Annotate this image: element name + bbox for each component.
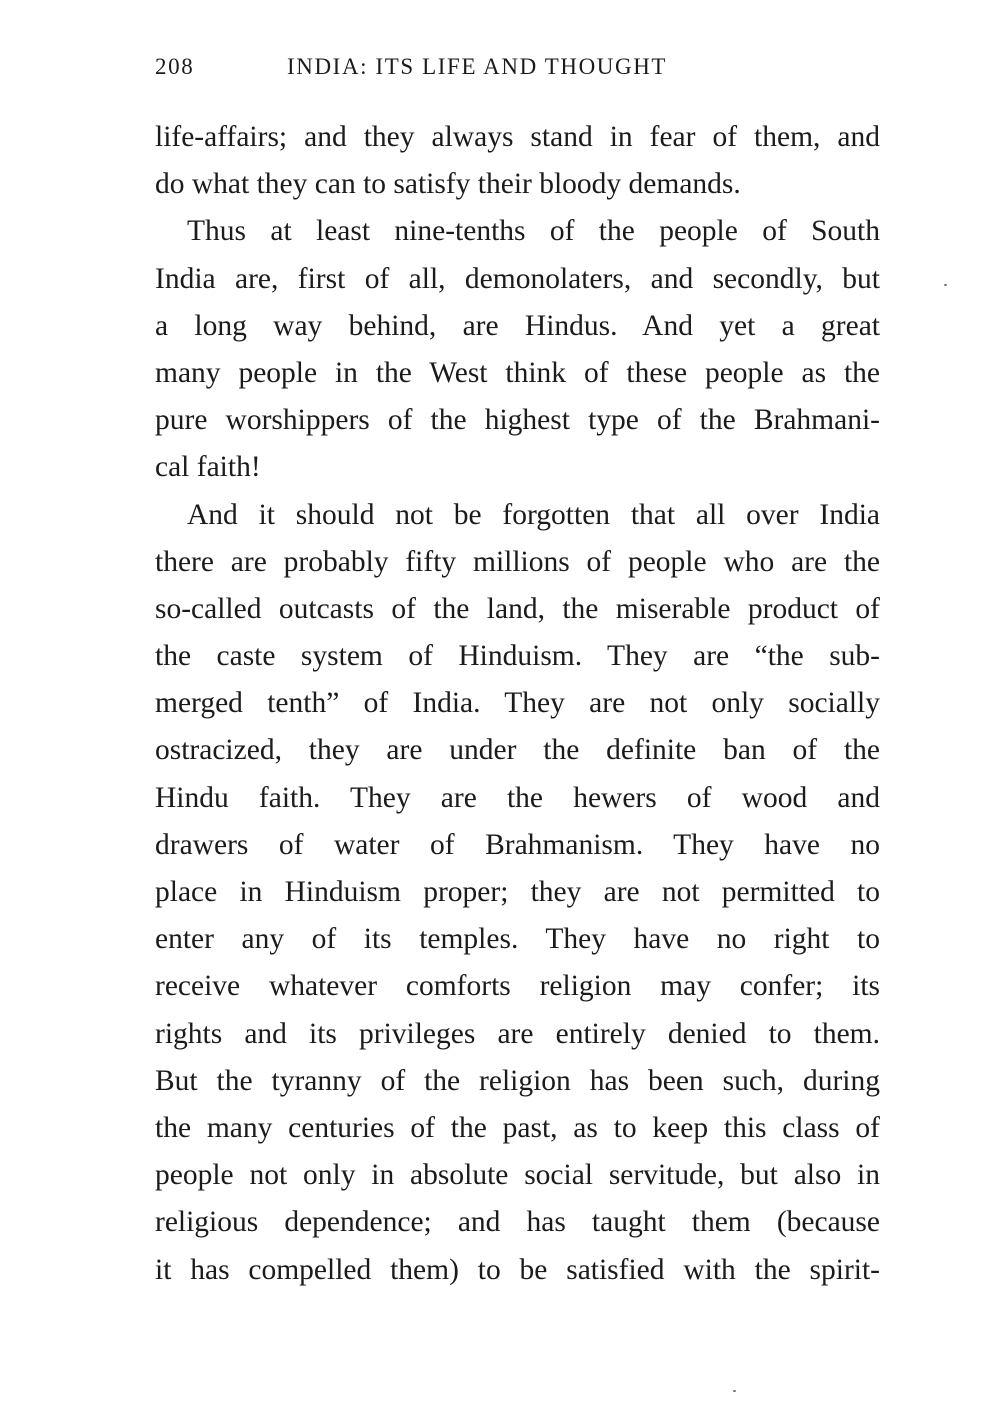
text-line: Hindu faith. They are the hewers of wood and [155,781,880,814]
paragraph-1 [155,114,880,208]
running-title: INDIA: ITS LIFE AND THOUGHT [287,54,668,79]
text-line: merged tenth” of India. They are not only socially [155,687,880,720]
text-line: the many centuries of the past, as to keep this class of [155,1111,880,1144]
text-line: place in Hinduism proper; they are not permitted to [155,876,880,908]
text-line: ostracized, they are under the definite ban of the [155,734,880,767]
text-line: drawers of water of Brahmanism. They have no [155,828,880,861]
text-line: there are probably fifty millions of people who are the [155,545,880,578]
text-line: it has compelled them) to be satisfied with the spirit- [155,1253,880,1286]
text-line: India are, first of all, demonolaters, and secondly, but [155,262,880,295]
text-line: Thus at least nine-tenths of the people of South [187,215,880,248]
text-line: But the tyranny of the religion has been such, during [155,1064,880,1097]
text-line: religious dependence; and has taught them (because [155,1206,880,1239]
text-line: cal faith! [155,451,261,484]
paragraph-3 [155,492,880,1294]
text-line: rights and its privileges are entirely denied to them. [155,1017,880,1050]
text-line: receive whatever comforts religion may confer; its [155,970,880,1003]
text-line: And it should not be forgotten that all over India [187,498,880,531]
text-line: do what they can to satisfy their bloody demands. [155,168,741,201]
text-line: a long way behind, are Hindus. And yet a great [155,309,880,342]
text-line: enter any of its temples. They have no right to [155,923,880,956]
text-line: people not only in absolute social servitude, but also in [155,1159,880,1192]
body-text [155,114,880,1294]
text-line: so-called outcasts of the land, the miserable product of [155,592,880,625]
text-line: pure worshippers of the highest type of the Brahmani- [155,404,880,437]
scan-speck [944,284,947,286]
text-line: life-affairs; and they always stand in fear of them, and [155,121,880,153]
text-line: many people in the West think of these people as the [155,356,880,389]
page-number: 208 [155,54,195,79]
scan-speck [733,1390,736,1392]
paragraph-2 [155,208,880,491]
running-head [155,54,880,86]
text-line: the caste system of Hinduism. They are “the sub- [155,640,880,673]
